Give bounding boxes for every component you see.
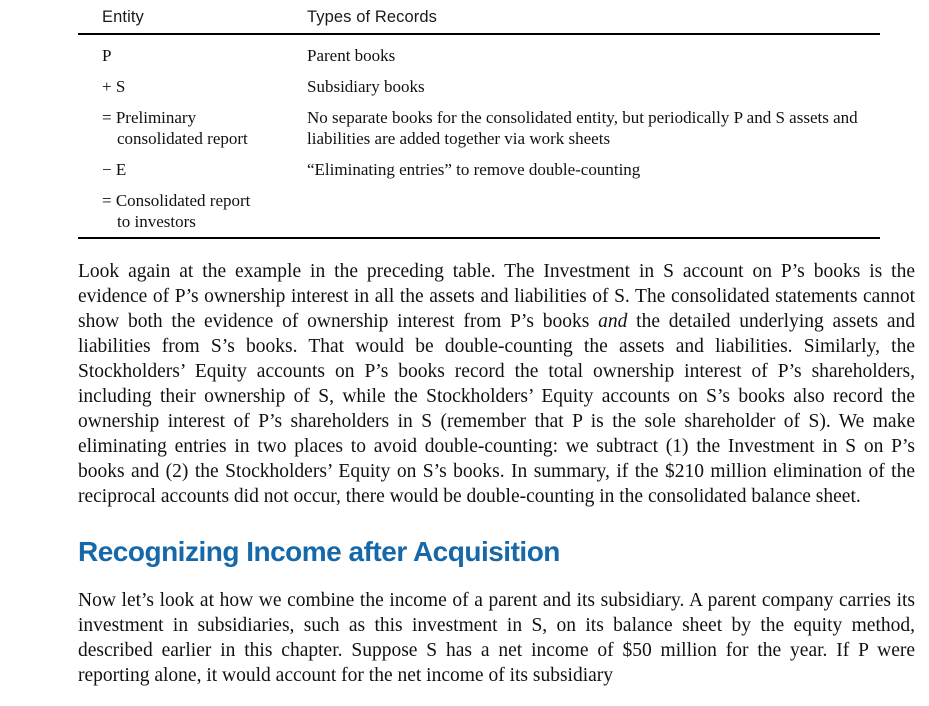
entity-line: = Consolidated report bbox=[102, 191, 251, 210]
records-cell bbox=[307, 190, 880, 232]
entity-line: to investors bbox=[117, 212, 196, 231]
records-table bbox=[78, 0, 880, 239]
column-header-types-of-records: Types of Records bbox=[307, 8, 437, 26]
paragraph-text: the detailed underlying assets and liabilities from S’s books. That would be double-counting the assets and liabilities. Similarly, the Stockholders’ Equity accounts on P’s books record the total ownership interest of P’s shareholders, including their ownership of S, while the Stockholders’ Equity accounts on S’s books also record the ownership interest of P’s shareholders in S (remember that P is the sole shareholder of S). We make eliminating entries in two places to avoid double-counting: we subtract (1) the Investment in S on P’s books and (2) the Stockholders’ Equity on S’s books. In summary, if the $210 million elimination of the reciprocal accounts did not occur, there would be double-counting in the consolidated balance sheet. bbox=[78, 311, 915, 507]
table-row-preliminary bbox=[78, 107, 880, 149]
table-row-parent bbox=[78, 45, 880, 66]
entity-cell bbox=[78, 190, 307, 232]
records-cell: “Eliminating entries” to remove double-counting bbox=[307, 160, 641, 179]
entity-cell bbox=[78, 76, 307, 97]
italic-word: and bbox=[598, 311, 628, 332]
entity-line: − E bbox=[102, 160, 127, 179]
paragraph-income: Now let’s look at how we combine the income of a parent and its subsidiary. A parent company carries its investment in subsidiaries, such as this investment in S, on its balance sheet by the equity method, described earlier in this chapter. Suppose S has a net income of $50 million for the year. If P were reporting alone, it would account for the net income of its subsidiary bbox=[78, 590, 915, 686]
column-header-entity: Entity bbox=[102, 8, 144, 26]
section-heading: Recognizing Income after Acquisition bbox=[78, 536, 560, 567]
entity-cell bbox=[78, 107, 307, 149]
table-body bbox=[78, 45, 880, 232]
paragraph-text: Look again at the example in the preceding table. The Investment in S account on P’s books is the evidence of P’s ownership interest in all the assets and liabilities of S. The consolidated statements cannot show both the evidence of ownership interest from P’s books bbox=[78, 261, 915, 332]
table-row-subsidiary bbox=[78, 76, 880, 97]
entity-line: + S bbox=[102, 77, 126, 96]
records-cell: Subsidiary books bbox=[307, 77, 425, 96]
paragraph-consolidation bbox=[78, 259, 915, 509]
entity-line: P bbox=[102, 46, 112, 65]
table-header-row bbox=[78, 8, 880, 35]
entity-cell bbox=[78, 159, 307, 180]
entity-line: = Preliminary bbox=[102, 108, 197, 127]
table-row-consolidated bbox=[78, 190, 880, 232]
records-cell: No separate books for the consolidated entity, but periodically P and S assets and liabilities are added together via work sheets bbox=[307, 108, 858, 148]
entity-line: consolidated report bbox=[117, 129, 248, 148]
table-row-eliminating bbox=[78, 159, 880, 180]
entity-cell bbox=[78, 45, 307, 66]
records-cell: Parent books bbox=[307, 46, 396, 65]
